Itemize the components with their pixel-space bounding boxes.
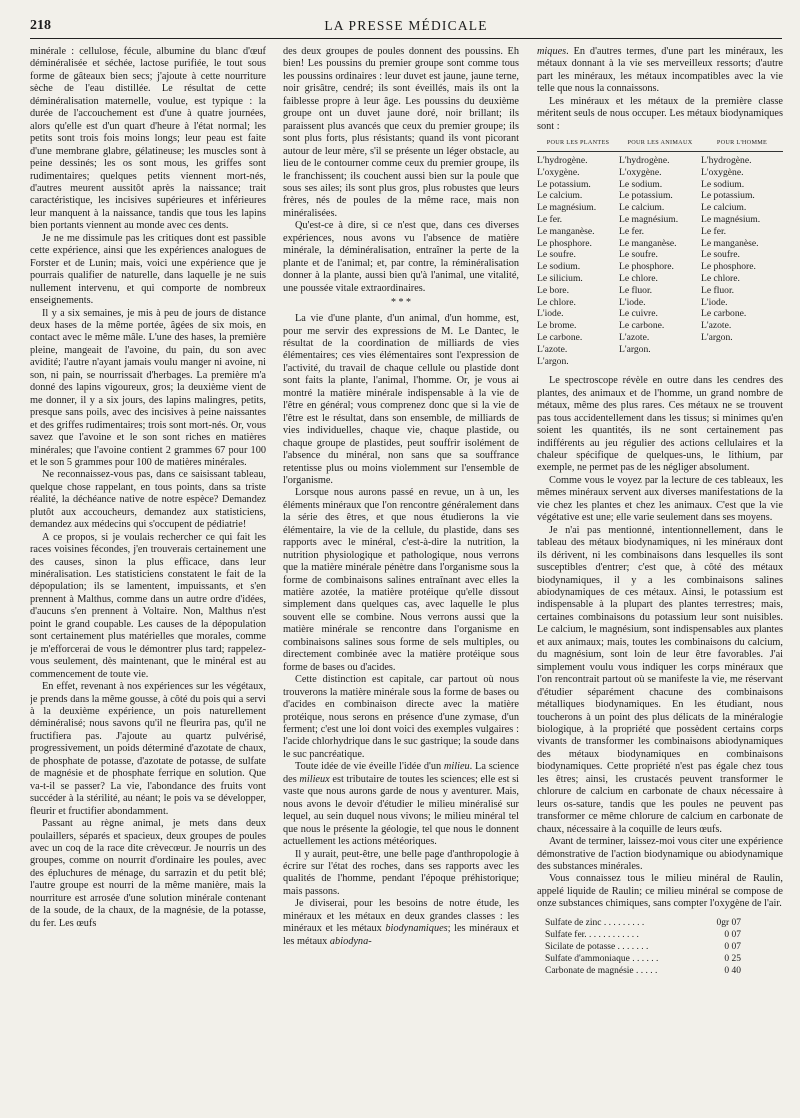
table-cell: Le potassium. <box>619 190 673 202</box>
section-separator: * * * <box>391 297 411 309</box>
table-cell: Le fluor. <box>619 284 653 296</box>
salt-amount: 0 07 <box>724 941 741 952</box>
table-cell: Le brome. <box>537 320 577 332</box>
table-cell: Le chlore. <box>537 296 576 308</box>
table-cell: L'iode. <box>537 308 564 320</box>
biodynamic-metals-table <box>537 137 783 367</box>
paragraph: Il y a six semaines, je mis à peu de jours de distance deux hases de la même portée, âgées de six mois, en contact avec le même mâle. L'une des hases, la première pleine, mangeait de l'avoine, du pain, du son avec avidité; l'autre n'ayant jamais voulu manger ni avoine, ni son, ni pain, se nourrissait d'herbages. La première m'a donné des lapins vigoureux, gros; la deuxième vient de me donner, il y a six jours, des lapins malingres, petits, presque sans poils, avec des incisives à peine naissantes et des griffes rudimentaires; trois sont mort-nés. Or, vous savez que l'avoine et le son sont riches en matières minérales; que l'avoine contient 2 grammes 67 pour 100 et le son 5 grammes pour 100 de matières minérales. <box>30 307 266 468</box>
text-column-left <box>30 46 266 1110</box>
paragraph: Je n'ai pas mentionné, intentionnellement, dans le tableau des métaux biodynamiques, ni les minéraux dont ils dérivent, ni les combinaisons dans lesquelles ils sont susceptibles d'entrer; c'est que, à côté des métaux biodynamiques, il y a les combinaisons salines abiodynamiques de ces métaux. Ainsi, le potassium est indispensable à la plupart des plantes terrestres; mais, certaines combinaisons du potassium leur sont nuisibles. Le calcium, le magnésium, sont indispensables aux plantes et aux animaux; mais, toutes les combinaisons du calcium, du magnésium, sont loin de leur être favorables. J'ai simplement voulu vous indiquer les corps minéraux que l'on rencontrait partout où se manifeste la vie, me réservant d'étudier séparément chacune des combinaisons métalliques biodynamiques. En les étudiant, nous toucherons à un point des plus délicats de la minéralogie biologique, à la propriété que possèdent certains corps vivants de transformer les combinaisons abiodynamiques des métaux biodynamiques en combinaisons biodynamiques. Cette propriété n'est pas égale chez tous les êtres; ainsi, les crustacés peuvent transformer le chlorure de calcium en carbonate de chaux nécessaire à leurs os-sature, tandis que les poules ne peuvent pas transformer ce même chlorure de calcium en carbonate de chaux, nécessaire à la coquille de leurs œufs. <box>537 524 783 835</box>
salt-row <box>545 929 741 941</box>
paragraph: Les minéraux et les métaux de la première classe méritent seuls de nous occuper. Les métaux biodynamiques sont : <box>537 95 783 132</box>
paragraph: Ne reconnaissez-vous pas, dans ce saisissant tableau, quelque chose rappelant, en tous points, dans sa triste réalité, la déchéance native de notre espèce? Demandez plutôt aux accoucheurs, demandez aux statisticiens, demandez aux médecins qui s'occupent de pédiatrie! <box>30 469 266 531</box>
table-header: POUR LES PLANTES <box>537 137 619 152</box>
paragraph: Passant au règne animal, je mets dans deux poulaillers, séparés et spacieux, deux groupes de poules avec un coq de la race dite crèvecœur. Je nourris un des groupes, comme on nourrit d'ordinaire les poules, avec des épluchures de ménage, du sarrazin et du petit blé; l'autre groupe est nourri de la même manière, mais la nourriture est arrosée d'une solution minérale contenant de la soude, de la chaux, de la magnésie, de la potasse, du fer. Les œufs <box>30 818 266 929</box>
table-column-homme <box>701 137 783 367</box>
table-column-animaux <box>619 137 701 367</box>
paragraph: minérale : cellulose, fécule, albumine du blanc d'œuf déminéralisée et séchée, lactose purifiée, le tout sous forme de gâteaux bien secs; j'ajoute à cette nourriture sèche de l'eau distillée. Le résultat de cette déminéralisation maternelle, voulue, est typique : la durée de l'accouchement est d'une à quatre journées, alors qu'elle est d'un quart d'heure à l'état normal; les petits sont trois fois moins longs; leur peau est faite d'une membrane glabre, gélatineuse; les muscles sont à peine dessinés; les os sont mous, les griffes sont rudimentaires; quelques petits viennent mort-nés, d'autres meurent aussitôt après la naissance; trait caractéristique, les incisives supérieures et inférieures leur manquent à la naissance, tandis que tous les lapins bien portants viennent au monde avec ces dents. <box>30 46 266 232</box>
table-cell: Le chlore. <box>619 272 658 284</box>
salt-row <box>545 941 741 953</box>
salt-amount: 0gr 07 <box>716 917 741 928</box>
text-run: . La science des <box>283 761 519 785</box>
italic-term: milieu <box>443 761 470 773</box>
table-cell: L'oxygène. <box>537 166 580 178</box>
paragraph: Lorsque nous aurons passé en revue, un à un, les éléments minéraux que l'on rencontre généralement dans la série des êtres, et que nous étudierons la vie élémentaire, la vie de la cellule, du plastide, dans ses rapports avec le minéral, c'est-à-dire la nutrition, la nutrition physiologique et pathologique, nous verrons que la matière minérale pénètre dans l'organisme sous la forme de combinaisons salines entraînant avec elles la matière azotée, la matière protéique qu'elle dissout simplement dans quelques cas, avec laquelle le plus souvent elle se combine. Nous verrons aussi que la matière minérale se rencontre dans l'organisme en combinaisons salines sous forme de sels multiples, ou directement combinée avec la matière protéique sous forme de bases ou d'acides. <box>283 487 519 673</box>
table-cell: Le fer. <box>619 225 645 237</box>
salt-amount: 0 25 <box>724 953 741 964</box>
table-header: POUR L'HOMME <box>701 137 783 152</box>
table-cell: L'oxygène. <box>701 166 744 178</box>
table-cell: L'argon. <box>619 343 651 355</box>
table-cell: Le potassium. <box>537 178 591 190</box>
salt-name: Sulfate d'ammoniaque . . . . . . <box>545 953 659 964</box>
salt-row <box>545 953 741 965</box>
table-cell: L'azote. <box>701 320 732 332</box>
table-cell: Le sodium. <box>537 261 581 273</box>
table-cell: Le cuivre. <box>619 308 658 320</box>
salt-name: Carbonate de magnésie . . . . . <box>545 965 658 976</box>
table-cell: L'oxygène. <box>619 166 662 178</box>
paragraph <box>283 761 519 848</box>
salt-name: Sulfate fer. . . . . . . . . . . . <box>545 929 639 940</box>
table-column-plantes <box>537 137 619 367</box>
table-cell: Le magnésium. <box>701 213 761 225</box>
table-cell: L'azote. <box>619 331 650 343</box>
table-cell: Le carbone. <box>619 320 665 332</box>
table-cell: L'iode. <box>701 296 728 308</box>
paragraph: Le spectroscope révèle en outre dans les cendres des plantes, des animaux et de l'homme, un grand nombre de métaux, même des plus rares. Ces métaux ne se trouvent pas tous accidentellement dans les tissus; si minimes qu'en soient les quantités, ils ne sont certainement pas indifférents au jeu régulier des actions cellulaires et la chaleur spécifique de quelques-uns, le lithium, par exemple, ne permet pas de les négliger absolument. <box>537 375 783 474</box>
table-cell: Le fluor. <box>701 284 735 296</box>
paragraph: des deux groupes de poules donnent des poussins. Eh bien! Les poussins du premier groupe sont comme tous les poussins ordinaires : leur duvet est jaune, jaune terne, noir grisâtre, cendré; ils sont éveillés, mais ils ont la faiblesse propre à leur âge. Les poussins du deuxième groupe ont un duvet jaune doré, noir brillant; ils paraissent plus avancés que ceux du premier groupe; ils sont plus forts, plus résistants; quand ils vont picorant autour de leur mère, s'il se présente un léger obstacle, au lieu de le contourner comme ceux du premier groupe, ils le franchissent; ils couchent aussi bien sur la poule que sous ses ailes; ils sont plus gros, plus robustes que leurs frères, nés de poules de la même race, mais non minéralisées. <box>283 46 519 219</box>
table-cell: Le magnésium. <box>537 202 597 214</box>
table-cell: Le phosphore. <box>619 261 674 273</box>
table-cell: Le sodium. <box>701 178 745 190</box>
table-cell: Le phosphore. <box>701 261 756 273</box>
table-cell: L'argon. <box>701 331 733 343</box>
paragraph: Je ne me dissimule pas les critiques dont est passible cette expérience, ainsi que les expériences analogues de Forster et de Lunin; mais, voici une expérience que je pourrais qualifier de naturelle, dans laquelle je ne suis nullement intervenu, et qui comporte de nombreux enseignements. <box>30 232 266 307</box>
text-run: est tributaire de toutes les sciences; elle est si vaste que nous aurons garde de nous y aventurer. Mais, nous avons le devoir d'étudier le milieu minéralisé sur lequel, au sein duquel nous vivons; le milieu minéral tel que nous le présente la géologie, tel que nous le donnent actuellement les actions météoriques. <box>283 773 519 848</box>
table-cell: Le silicium. <box>537 272 583 284</box>
salt-amount: 0 40 <box>724 965 741 976</box>
table-cell: L'hydrogène. <box>619 154 670 166</box>
raulin-salts-list <box>545 917 741 977</box>
table-cell: Le soufre. <box>619 249 658 261</box>
text-run: . En d'autres termes, d'une part les minéraux, les métaux donnant à la vie ses merveilleux ressorts; d'autre part les minéraux, les métaux incompatibles avec la vie telle que nous la connaissons. <box>537 46 783 95</box>
table-cell: L'iode. <box>619 296 646 308</box>
table-cell: L'hydrogène. <box>537 154 588 166</box>
table-cell: Le manganèse. <box>537 225 595 237</box>
salt-row <box>545 917 741 929</box>
table-cell: Le magnésium. <box>619 213 679 225</box>
table-cell: Le manganèse. <box>701 237 759 249</box>
table-cell: Le calcium. <box>701 202 747 214</box>
italic-term: biodynamiques <box>385 923 448 935</box>
table-cell: Le carbone. <box>701 308 747 320</box>
salt-name: Sicilate de potasse . . . . . . . <box>545 941 649 952</box>
table-header: POUR LES ANIMAUX <box>619 137 701 152</box>
table-cell: Le fer. <box>701 225 727 237</box>
table-cell: L'hydrogène. <box>701 154 752 166</box>
text-run: ; les minéraux et les métaux <box>283 923 519 947</box>
table-cell: Le bore. <box>537 284 569 296</box>
table-cell: Le soufre. <box>537 249 576 261</box>
paragraph: La vie d'une plante, d'un animal, d'un homme, est, pour me servir des expressions de M. Le Dantec, le résultat de la coordination de milliards de vies élémentaires; ces vies élémentaires sont l'expression de l'activité, du travail de chaque cellule ou plastide dont sont faits la plante, l'animal, l'homme. Or, je vous ai montré la matière minérale indispensable à la vie de l'être en général; vous comprenez donc que si la vie de l'être est le résultat, dans son ensemble, de milliards de vies individuelles, chaque vie, chaque plastide, ou chaque groupe de plastides, peut souffrir isolément de l'absence du minéral, non sans que sa souffrance retentisse plus ou moins violemment sur l'ensemble de l'organisme. <box>283 313 519 486</box>
text-column-right <box>537 46 783 1110</box>
table-cell: Le chlore. <box>701 272 740 284</box>
journal-title: LA PRESSE MÉDICALE <box>324 18 488 33</box>
page-header <box>30 14 782 39</box>
table-cell: L'azote. <box>537 343 568 355</box>
table-cell: Le phosphore. <box>537 237 592 249</box>
paragraph: Il y aurait, peut-être, une belle page d'anthropologie à écrire sur l'état des roches, dans ses rapports avec les qualités de l'homme, pendant l'époque préhistorique; mais passons. <box>283 848 519 897</box>
paragraph: Cette distinction est capitale, car partout où nous trouverons la matière minérale sous la forme de bases ou d'acides en combinaison directe avec la matière protéique, nous serons en présence d'une zymase, d'un ferment; c'est une loi dont voici des exemples vulgaires : l'acide chlorhydrique dans le suc gastrique; la soude dans le suc pancréatique. <box>283 674 519 760</box>
paragraph: Vous connaissez tous le milieu minéral de Raulin, appelé liquide de Raulin; ce milieu minéral se compose de onze substances chimiques, sans compter l'oxygène de l'air. <box>537 873 783 910</box>
italic-term: miques <box>537 46 567 57</box>
italic-term: abiodyna- <box>329 935 372 947</box>
page-number: 218 <box>30 18 51 33</box>
paragraph <box>537 46 783 96</box>
table-items <box>537 155 619 367</box>
text-run: Toute idée de vie éveille l'idée d'un <box>295 761 444 773</box>
table-cell: Le carbone. <box>537 331 583 343</box>
text-run: Je diviserai, pour les besoins de notre étude, les minéraux et les métaux en deux grandes classes : les minéraux et les métaux <box>283 898 519 935</box>
paragraph: A ce propos, si je voulais rechercher ce qui fait les races voisines fécondes, j'en trouverais certainement une des causes, sinon la plus efficace, dans leur minéralisation. Les statisticiens constatent le fait de la dépopulation; ils se lamentent, impuissants, et s'en prennent à Malthus, comme dans un autre ordre d'idées, d'aucuns s'en prennent à Voltaire. Non, Malthus n'est point le grand coupable. Les causes de la dépopulation sont certainement plus matérielles que morales, comme je m'efforcerai de vous le démontrer plus tard; rappelez-vous seulement, dès maintenant, que le minéral est au commencement de toute vie. <box>30 531 266 680</box>
table-cell: Le calcium. <box>537 190 583 202</box>
salt-amount: 0 07 <box>724 929 741 940</box>
paragraph: En effet, revenant à nos expériences sur les végétaux, je prends dans la même gousse, à côté du pois qui a servi à la deuxième expérience, un pois naturellement déminéralisé; nous savons qu'il ne fleurira pas, qu'il ne fructifiera pas. J'ajoute au quartz pulvérisé, progressivement, un poids déterminé d'azotate de chaux, de phosphate de potasse, d'azotate de potasse, de sulfate de magnésie et de phosphate ferrique en solution. Que va-t-il se passer? La vie, l'abondance des fruits vont succéder à la stérilité, au néant; le pois va se développer, fleurir et fructifier abondamment. <box>30 681 266 817</box>
paragraph <box>283 898 519 948</box>
paragraph: Comme vous le voyez par la lecture de ces tableaux, les mêmes minéraux servent aux diverses manifestations de la vie chez les plantes et chez les animaux. C'est que la vie végétative est une; elle varie seulement dans ses moyens. <box>537 474 783 524</box>
table-cell: Le potassium. <box>701 190 755 202</box>
table-cell: L'argon. <box>537 355 569 367</box>
paragraph: Avant de terminer, laissez-moi vous citer une expérience démonstrative de l'action biodynamique ou abiodynamique des substances minérales. <box>537 836 783 872</box>
table-items <box>701 155 783 344</box>
table-cell: Le fer. <box>537 213 563 225</box>
paragraph: Qu'est-ce à dire, si ce n'est que, dans ces diverses expériences, nous avons vu l'absence de matière minérale, la déminéralisation, entraîner la perte de la plante et de l'animal; et, par contre, la réminéralisation donner à la plante, aussi bien qu'à l'animal, une vitalité, une poussée vitale extraordinaires. <box>283 220 519 294</box>
italic-term: milieux <box>299 773 330 785</box>
table-cell: Le soufre. <box>701 249 740 261</box>
salt-row <box>545 965 741 977</box>
table-items <box>619 155 701 356</box>
text-column-middle <box>283 46 519 1110</box>
table-cell: Le manganèse. <box>619 237 677 249</box>
table-cell: Le calcium. <box>619 202 665 214</box>
table-cell: Le sodium. <box>619 178 663 190</box>
salt-name: Sulfate de zinc . . . . . . . . . <box>545 917 645 928</box>
